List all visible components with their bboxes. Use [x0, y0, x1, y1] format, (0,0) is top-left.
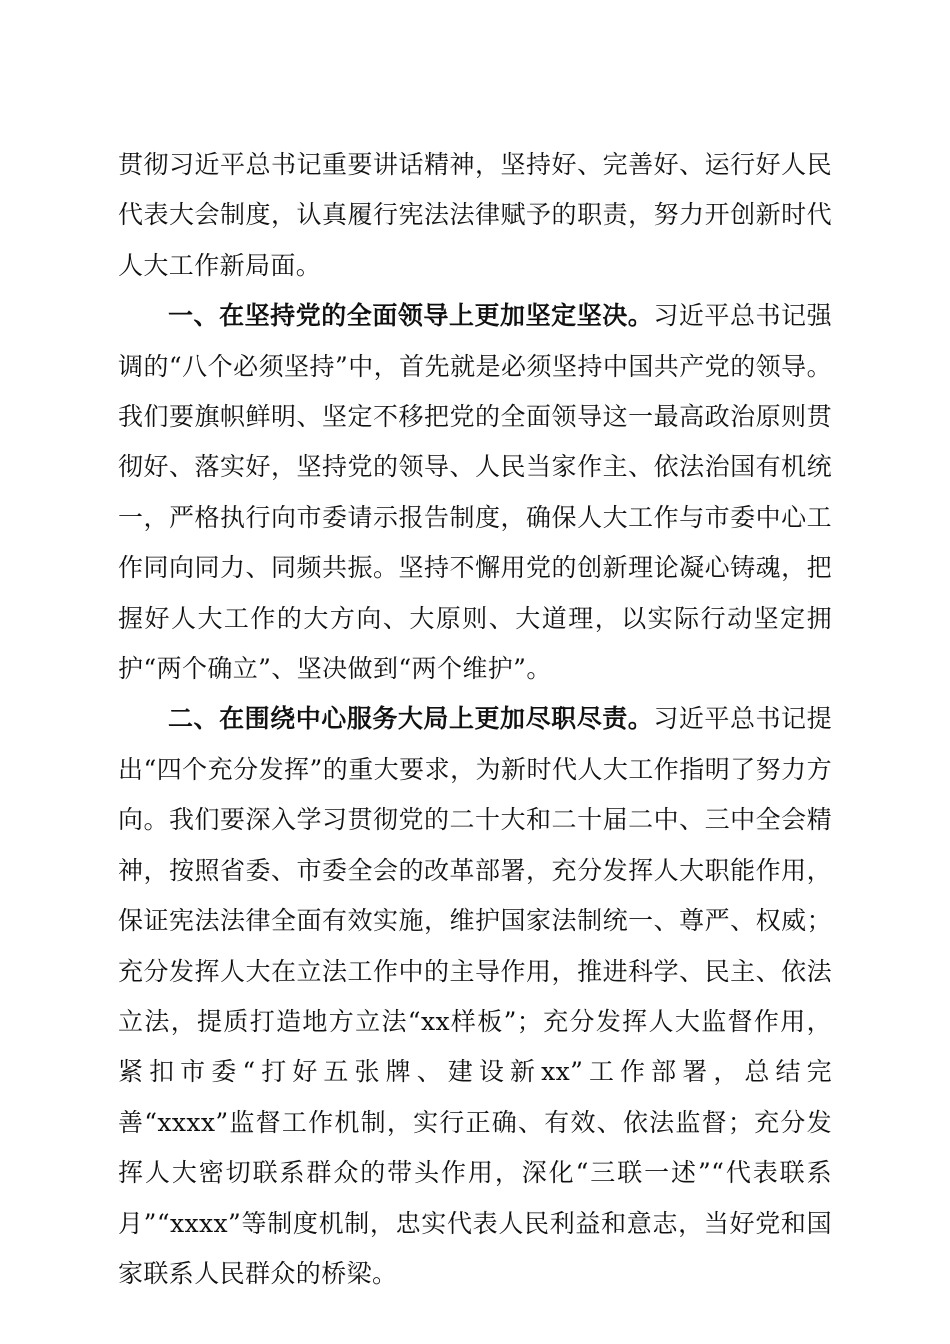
- paragraph-text: 贯彻习近平总书记重要讲话精神，坚持好、完善好、运行好人民代表大会制度，认真履行宪法法律赋予的职责，努力开创新时代人大工作新局面。: [118, 150, 832, 280]
- paragraph-section-two: [118, 694, 832, 1299]
- section-one-heading: 一、在坚持党的全面领导上更加坚定坚决。: [168, 301, 654, 331]
- document-body: [118, 140, 832, 1299]
- paragraph-text: 习近平总书记提出“四个充分发挥”的重大要求，为新时代人大工作指明了努力方向。我们要深入学习贯彻党的二十大和二十届二中、三中全会精神，按照省委、市委全会的改革部署，充分发挥人大职能作用，保证宪法法律全面有效实施，维护国家法制统一、尊严、权威；充分发挥人大在立法工作中的主导作用，推进科学、民主、依法立法，提质打造地方立法“xx样板”；充分发挥人大监督作用，紧扣市委“打好五张牌、建设新xx”工作部署，总结完善“xxxx”监督工作机制，实行正确、有效、依法监督；充分发挥人大密切联系群众的带头作用，深化“三联一述”“代表联系月”“xxxx”等制度机制，忠实代表人民利益和意志，当好党和国家联系人民群众的桥梁。: [118, 704, 832, 1288]
- section-two-heading: 二、在围绕中心服务大局上更加尽职尽责。: [168, 704, 654, 734]
- paragraph-text: 习近平总书记强调的“八个必须坚持”中，首先就是必须坚持中国共产党的领导。我们要旗帜鲜明、坚定不移把党的全面领导这一最高政治原则贯彻好、落实好，坚持党的领导、人民当家作主、依法治国有机统一，严格执行向市委请示报告制度，确保人大工作与市委中心工作同向同力、同频共振。坚持不懈用党的创新理论凝心铸魂，把握好人大工作的大方向、大原则、大道理，以实际行动坚定拥护“两个确立”、坚决做到“两个维护”。: [118, 301, 832, 684]
- paragraph-section-one: [118, 291, 832, 694]
- paragraph-intro-continuation: [118, 140, 832, 291]
